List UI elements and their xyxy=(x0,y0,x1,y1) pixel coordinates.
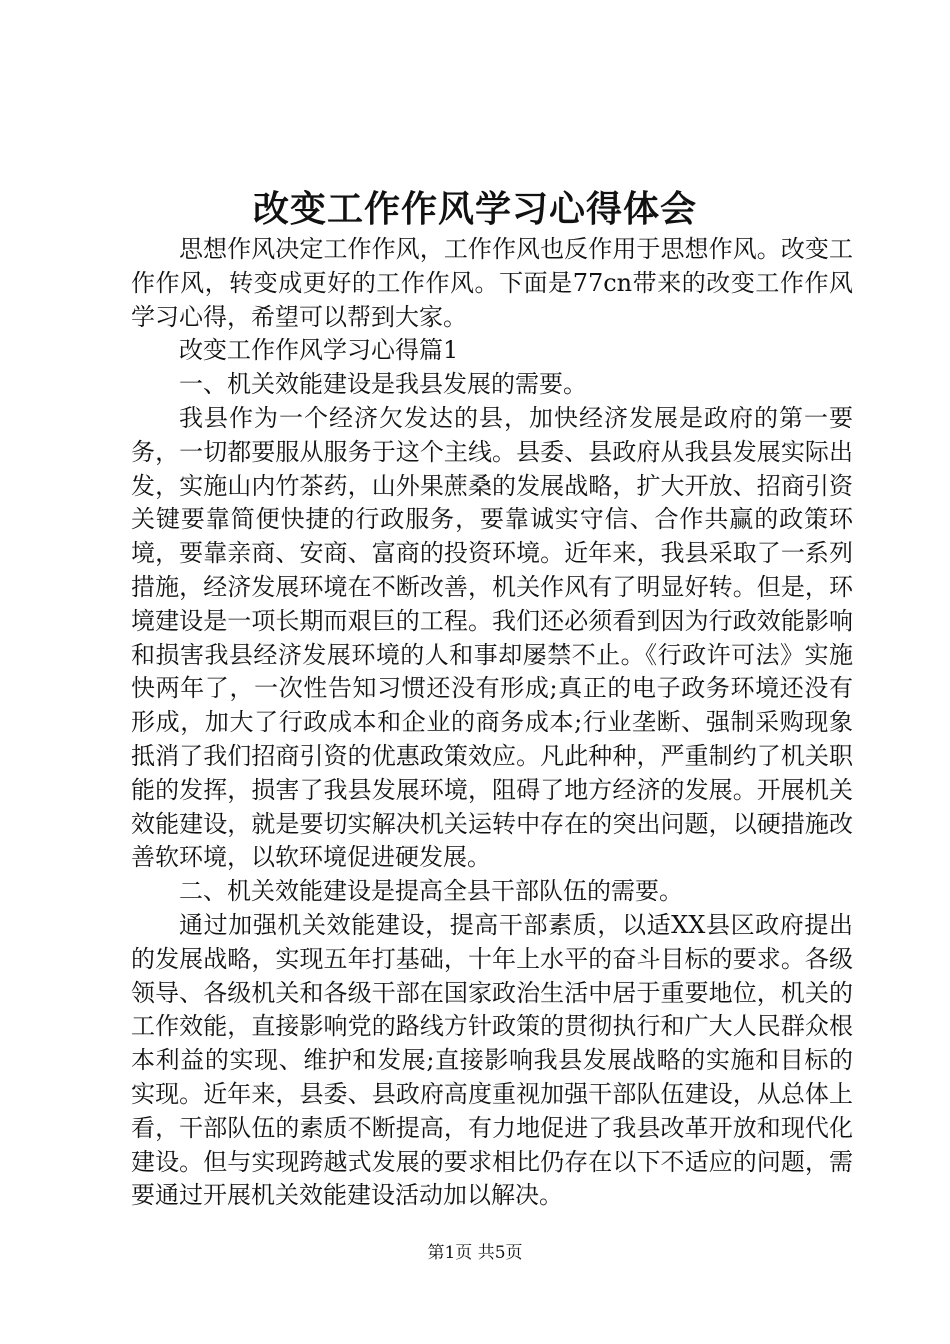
intro-paragraph: 思想作风决定工作作风，工作作风也反作用于思想作风。改变工作作风，转变成更好的工作作风。下面是77cn带来的改变工作作风学习心得，希望可以帮到大家。 xyxy=(131,235,853,331)
body-paragraph-1: 我县作为一个经济欠发达的县，加快经济发展是政府的第一要务，一切都要服从服务于这个主线。县委、县政府从我县发展实际出发，实施山内竹茶药，山外果蔗桑的发展战略，扩大开放、招商引资关键要靠简便快捷的行政服务，要靠诚实守信、合作共赢的政策环境，要靠亲商、安商、富商的投资环境。近年来，我县采取了一系列措施，经济发展环境在不断改善，机关作风有了明显好转。但是，环境建设是一项长期而艰巨的工程。我们还必须看到因为行政效能影响和损害我县经济发展环境的人和事却屡禁不止。《行政许可法》实施快两年了，一次性告知习惯还没有形成;真正的电子政务环境还没有形成，加大了行政成本和企业的商务成本;行业垄断、强制采购现象抵消了我们招商引资的优惠政策效应。凡此种种，严重制约了机关职能的发挥，损害了我县发展环境，阻碍了地方经济的发展。开展机关效能建设，就是要切实解决机关运转中存在的突出问题，以硬措施改善软环境，以软环境促进硬发展。 xyxy=(131,403,853,872)
document-title: 改变工作作风学习心得体会 xyxy=(252,188,697,230)
body-paragraph-2: 通过加强机关效能建设，提高干部素质，以适XX县区政府提出的发展战略，实现五年打基础，十年上水平的奋斗目标的要求。各级领导、各级机关和各级干部在国家政治生活中居于重要地位，机关的工作效能，直接影响党的路线方针政策的贯彻执行和广大人民群众根本利益的实现、维护和发展;直接影响我县发展战略的实施和目标的实现。近年来，县委、县政府高度重视加强干部队伍建设，从总体上看，干部队伍的素质不断提高，有力地促进了我县改革开放和现代化建设。但与实现跨越式发展的要求相比仍存在以下不适应的问题，需要通过开展机关效能建设活动加以解决。 xyxy=(131,910,853,1210)
page-number-footer: 第1页 共5页 xyxy=(427,1243,523,1263)
document-body xyxy=(131,233,853,1213)
section-heading-article-1: 改变工作作风学习心得篇1 xyxy=(179,336,459,365)
subheading-1: 一、机关效能建设是我县发展的需要。 xyxy=(179,370,587,399)
subheading-2: 二、机关效能建设是提高全县干部队伍的需要。 xyxy=(179,877,683,906)
